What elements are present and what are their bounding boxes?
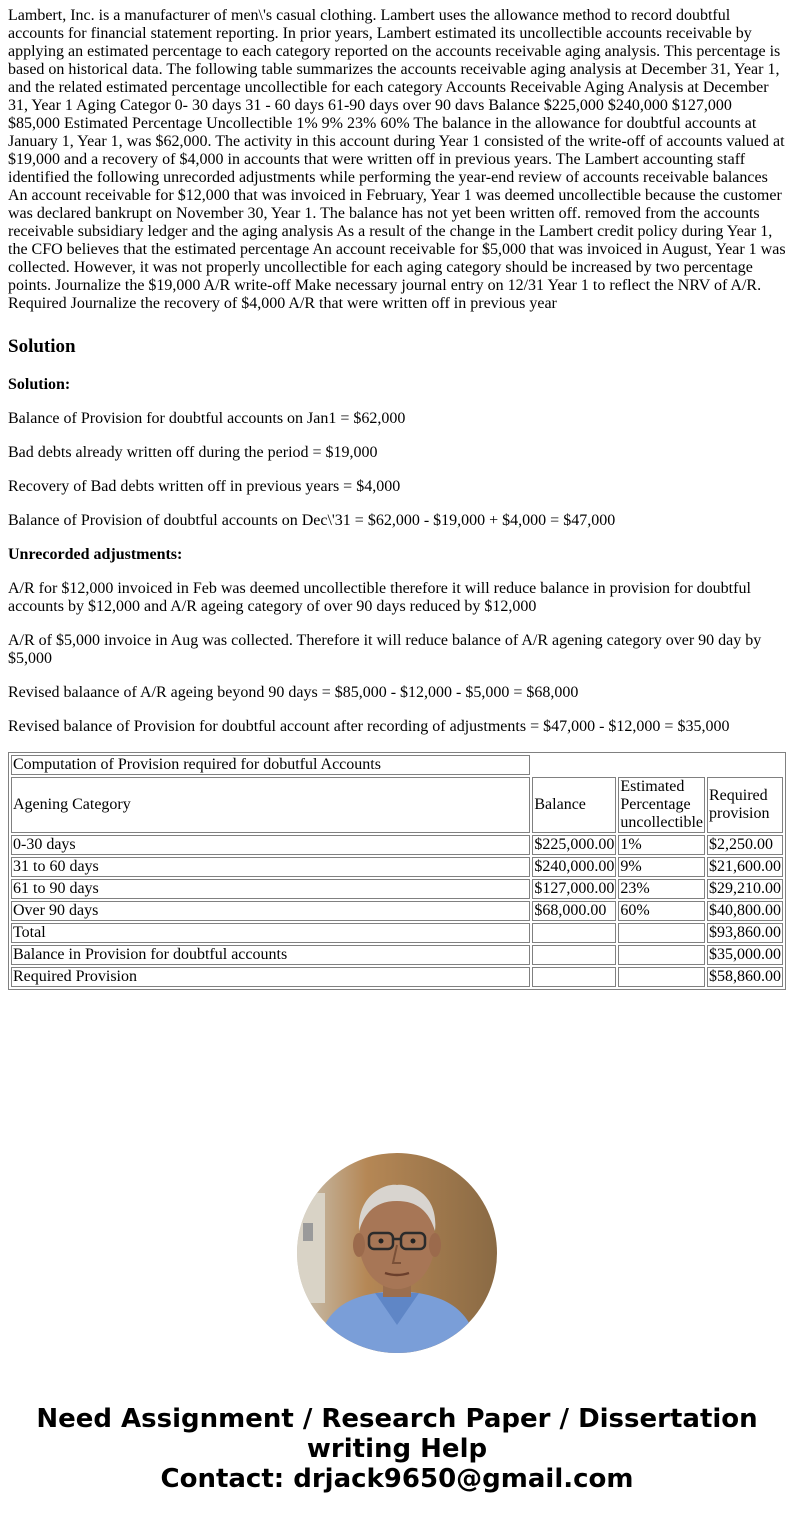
cell-balance (532, 945, 616, 965)
cell-balance: $240,000.00 (534, 858, 615, 875)
cell-required: $93,860.00 (709, 924, 781, 941)
cell-category: Total (11, 923, 530, 943)
table-row (11, 901, 783, 921)
solution-line-recovery: Recovery of Bad debts written off in previous years = $4,000 (8, 478, 401, 495)
table-title-row (11, 755, 783, 775)
cell-percentage: 1% (618, 835, 705, 855)
cell-percentage: 23% (618, 879, 705, 899)
table-row-total (11, 923, 783, 943)
cell-balance (532, 923, 616, 943)
header-balance: Balance (532, 777, 616, 833)
promo-headline: Need Assignment / Research Paper / Dissertation writing Help (36, 1404, 758, 1464)
cell-required: $58,860.00 (709, 968, 781, 985)
cell-balance: $225,000.00 (534, 836, 615, 853)
cell-category: Over 90 days (11, 901, 530, 921)
adjustment-item: A/R for $12,000 invoiced in Feb was deemed uncollectible therefore it will reduce balance in provision for doubtful accounts by $12,000 and A/R ageing category of over 90 days reduced by $12,000 (8, 580, 751, 615)
cell-required: $40,800.00 (709, 902, 781, 919)
author-avatar (297, 1153, 497, 1353)
adjustment-item: Revised balaance of A/R ageing beyond 90 days = $85,000 - $12,000 - $5,000 = $68,000 (8, 684, 579, 701)
cell-percentage (618, 945, 705, 965)
cell-required: $29,210.00 (709, 880, 781, 897)
solution-heading: Solution (8, 336, 76, 357)
author-portrait-image (297, 1153, 497, 1353)
solution-line-closing-balance: Balance of Provision of doubtful accounts on Dec\'31 = $62,000 - $19,000 + $4,000 = $47,000 (8, 512, 616, 529)
table-row (11, 879, 783, 899)
table-title: Computation of Provision required for dobutful Accounts (11, 755, 530, 775)
cell-balance: $68,000.00 (532, 901, 616, 921)
table-row-required (11, 967, 783, 987)
solution-line-opening-balance: Balance of Provision for doubtful accounts on Jan1 = $62,000 (8, 410, 406, 427)
cell-category: 0-30 days (11, 835, 530, 855)
table-row (11, 835, 783, 855)
solution-label: Solution: (8, 376, 71, 393)
header-category: Agening Category (11, 777, 530, 833)
promo-contact[interactable]: Contact: drjack9650@gmail.com (160, 1464, 634, 1494)
cell-required: $2,250.00 (707, 835, 783, 855)
promo-banner (0, 1404, 794, 1494)
table-header-row (11, 777, 783, 833)
cell-percentage (618, 967, 705, 987)
solution-line-written-off: Bad debts already written off during the period = $19,000 (8, 444, 378, 461)
cell-percentage (618, 923, 705, 943)
table-row (11, 857, 783, 877)
cell-required: $21,600.00 (709, 858, 781, 875)
cell-balance: $127,000.00 (534, 880, 615, 897)
cell-required: $35,000.00 (709, 946, 781, 963)
cell-percentage: 9% (618, 857, 705, 877)
question-text: Lambert, Inc. is a manufacturer of men\'s casual clothing. Lambert uses the allowance method to record doubtful accounts for financial statement reporting. In prior years, Lambert estimated its uncollectible accounts receivable by applying an estimated percentage to each category reported on the accounts receivable aging analysis. This percentage is based on historical data. The following table summarizes the accounts receivable aging analysis at December 31, Year 1, and the related estimated percentage uncollectible for each category Accounts Receivable Aging Analysis at December 31, Year 1 Aging Categor 0- 30 days 31 - 60 days 61-90 days over 90 davs Balance $225,000 $240,000 $127,000 $85,000 Estimated Percentage Uncollectible 1% 9% 23% 60% The balance in the allowance for doubtful accounts at January 1, Year 1, was $62,000. The activity in this account during Year 1 consisted of the write-off of accounts valued at $19,000 and a recovery of $4,000 in accounts that were written off in previous years. The Lambert accounting staff identified the following unrecorded adjustments while performing the year-end review of accounts receivable balances An account receivable for $12,000 that was invoiced in February, Year 1 was deemed uncollectible because the customer was declared bankrupt on November 30, Year 1. The balance has not yet been written off. removed from the accounts receivable subsidiary ledger and the aging analysis As a result of the change in the Lambert credit policy during Year 1, the CFO believes that the estimated percentage An account receivable for $5,000 that was invoiced in August, Year 1 was collected. However, it was not properly uncollectible for each aging category should be increased by two percentage points. Journalize the $19,000 A/R write-off Make necessary journal entry on 12/31 Year 1 to reflect the NRV of A/R. Required Journalize the recovery of $4,000 A/R that were written off in previous year (8, 7, 786, 312)
table-row-balance (11, 945, 783, 965)
cell-category: 61 to 90 days (11, 879, 530, 899)
header-percentage: Estimated Percentage uncollectible (620, 778, 704, 831)
cell-category: Balance in Provision for doubtful accounts (11, 945, 530, 965)
cell-percentage: 60% (618, 901, 705, 921)
header-required: Required provision (707, 777, 783, 833)
adjustments-label: Unrecorded adjustments: (8, 546, 183, 563)
cell-category: 31 to 60 days (11, 857, 530, 877)
cell-category: Required Provision (11, 967, 530, 987)
adjustment-item: A/R of $5,000 invoice in Aug was collected. Therefore it will reduce balance of A/R agening category over 90 day by $5,000 (8, 632, 762, 667)
provision-table (8, 752, 786, 990)
adjustment-item: Revised balance of Provision for doubtful account after recording of adjustments = $47,000 - $12,000 = $35,000 (8, 718, 730, 735)
cell-balance (532, 967, 616, 987)
